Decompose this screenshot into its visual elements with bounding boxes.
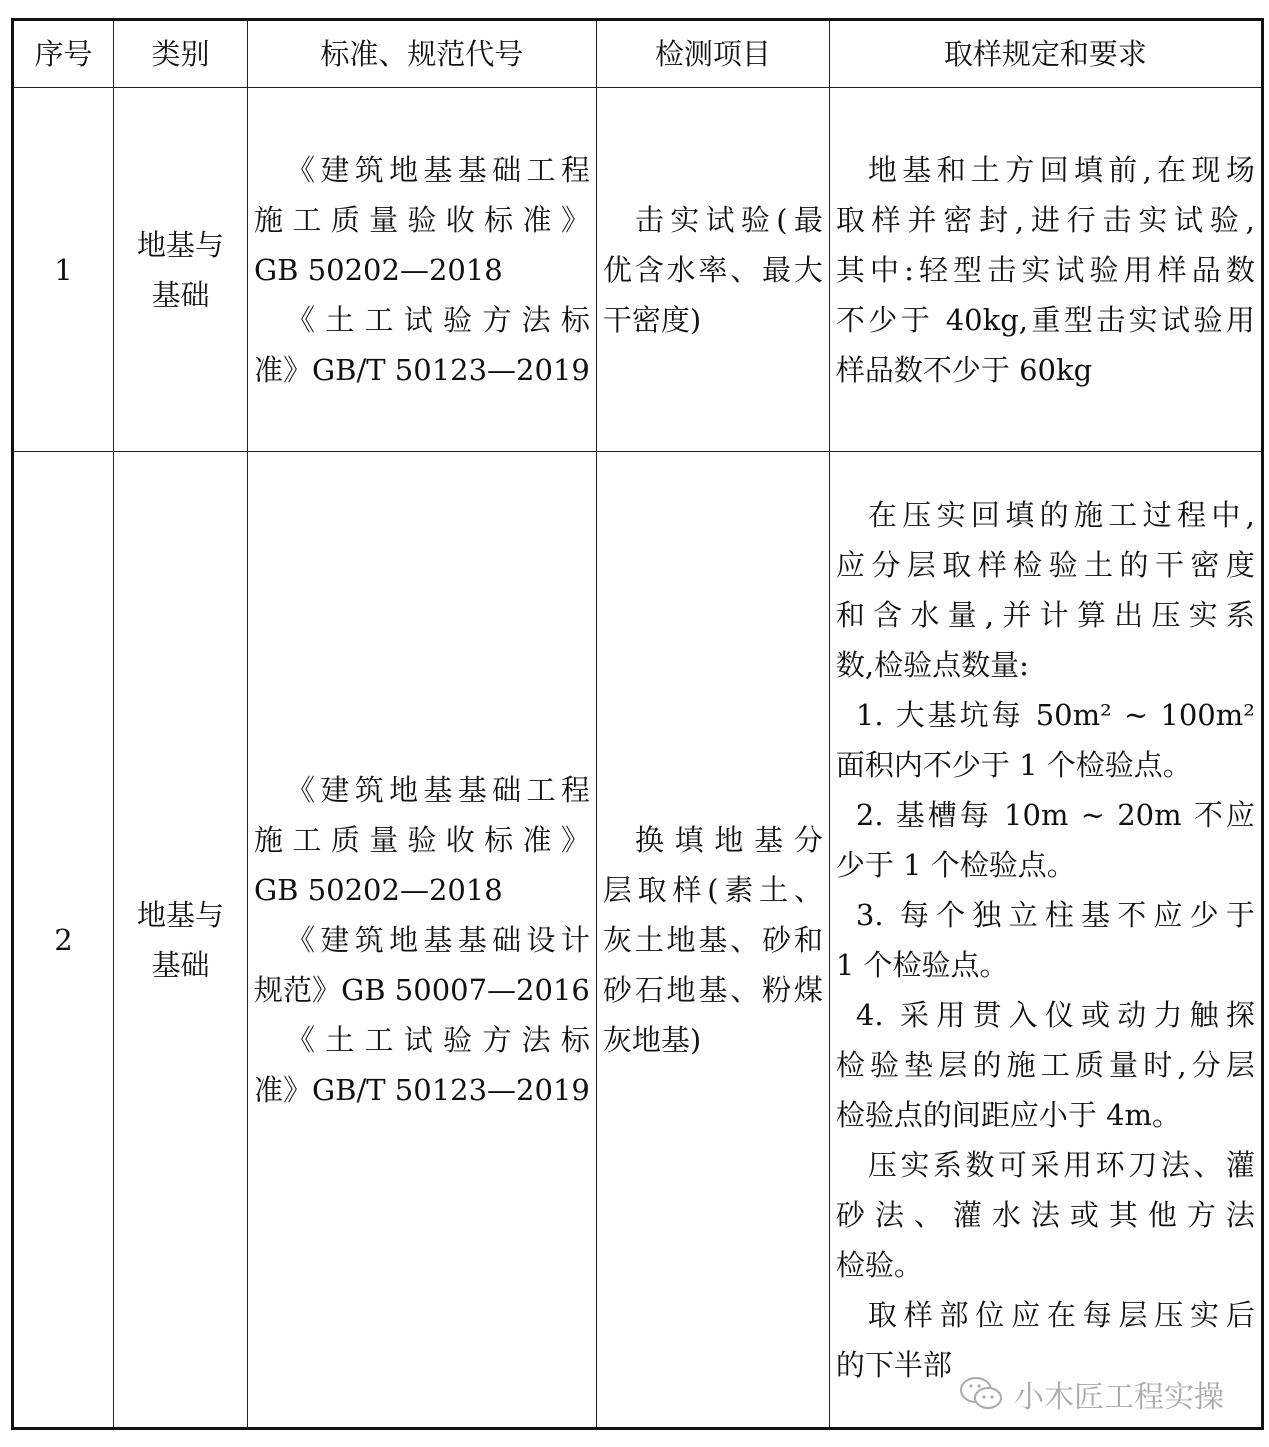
- text-line: 《建筑地基基础设计: [286, 922, 590, 957]
- text-line: 2. 基槽每 10m ~ 20m 不应: [855, 797, 1255, 832]
- text-line: 取样部位应在每层压实后: [867, 1297, 1255, 1332]
- text-line: 样品数不少于 60kg: [835, 352, 1093, 387]
- row-item: [596, 452, 829, 1429]
- text-line: 3. 每个独立柱基不应少于: [855, 897, 1255, 932]
- header-requirement: 取样规定和要求: [829, 20, 1262, 88]
- text-line: 砂石地基、粉煤: [602, 972, 823, 1007]
- text-line: 4. 采用贯入仪或动力触探: [855, 997, 1255, 1032]
- text-line: 砂法、灌水法或其他方法: [835, 1197, 1255, 1232]
- text-line: 施工质量验收标准》: [254, 822, 590, 857]
- text-line: 的下半部: [835, 1347, 952, 1382]
- row-no: 1: [13, 88, 114, 452]
- header-item: 检测项目: [596, 20, 829, 88]
- row-category: [114, 88, 248, 452]
- wechat-icon: [958, 1374, 1006, 1414]
- text-line: 地基和土方回填前,在现场: [867, 152, 1255, 187]
- text-line: 和含水量,并计算出压实系: [835, 597, 1255, 632]
- row-no: 2: [13, 452, 114, 1429]
- text-line: 应分层取样检验土的干密度: [835, 547, 1255, 582]
- row-standards: [248, 452, 597, 1429]
- text-line: 地基与: [136, 897, 224, 932]
- text-line: 基础: [151, 947, 210, 982]
- text-line: 《建筑地基基础工程: [286, 152, 590, 187]
- text-line: 施工质量验收标准》: [254, 202, 590, 237]
- text-line: 其中:轻型击实试验用样品数: [835, 252, 1255, 287]
- text-line: GB 50202—2018: [254, 252, 503, 287]
- text-line: 取样并密封,进行击实试验,: [835, 202, 1255, 237]
- text-line: 地基与: [136, 227, 224, 262]
- text-line: 1. 大基坑每 50m² ~ 100m²: [855, 697, 1255, 732]
- text-line: 灰地基): [602, 1022, 702, 1057]
- text-line: 检验。: [835, 1247, 923, 1282]
- text-line: 优含水率、最大: [602, 252, 823, 287]
- text-line: 基础: [151, 277, 210, 312]
- text-line: 不少于 40kg,重型击实试验用: [835, 302, 1255, 337]
- text-line: 压实系数可采用环刀法、灌: [867, 1147, 1255, 1182]
- sampling-table: [11, 18, 1264, 1430]
- watermark-text: 小木匠工程实操: [1014, 1380, 1224, 1415]
- text-line: 检验垫层的施工质量时,分层: [835, 1047, 1255, 1082]
- header-category: 类别: [114, 20, 248, 88]
- text-line: 层取样(素土、: [602, 872, 823, 907]
- text-line: 面积内不少于 1 个检验点。: [835, 747, 1192, 782]
- text-line: 击实试验(最: [634, 202, 823, 237]
- text-line: 《土工试验方法标: [286, 302, 590, 337]
- watermark: [958, 1372, 1224, 1416]
- header-standards: 标准、规范代号: [248, 20, 597, 88]
- text-line: 1 个检验点。: [835, 947, 1009, 982]
- text-line: GB 50202—2018: [254, 872, 503, 907]
- header-row: [13, 20, 1263, 88]
- row-standards: [248, 88, 597, 452]
- text-line: 换填地基分: [634, 822, 823, 857]
- text-line: 少于 1 个检验点。: [835, 847, 1076, 882]
- text-line: 在压实回填的施工过程中,: [867, 497, 1255, 532]
- header-no: 序号: [13, 20, 114, 88]
- text-line: 数,检验点数量:: [835, 647, 1029, 682]
- text-line: 准》GB/T 50123—2019: [254, 1072, 590, 1107]
- text-line: 灰土地基、砂和: [602, 922, 823, 957]
- text-line: 《建筑地基基础工程: [286, 772, 590, 807]
- text-line: 干密度): [602, 302, 702, 337]
- text-line: 准》GB/T 50123—2019: [254, 352, 590, 387]
- row-item: [596, 88, 829, 452]
- text-line: 规范》GB 50007—2016: [254, 972, 590, 1007]
- row-category: [114, 452, 248, 1429]
- table-row: [13, 88, 1263, 452]
- table-row: [13, 452, 1263, 1429]
- row-requirement: [829, 452, 1262, 1429]
- text-line: 检验点的间距应小于 4m。: [835, 1097, 1182, 1132]
- text-line: 《土工试验方法标: [286, 1022, 590, 1057]
- row-requirement: [829, 88, 1262, 452]
